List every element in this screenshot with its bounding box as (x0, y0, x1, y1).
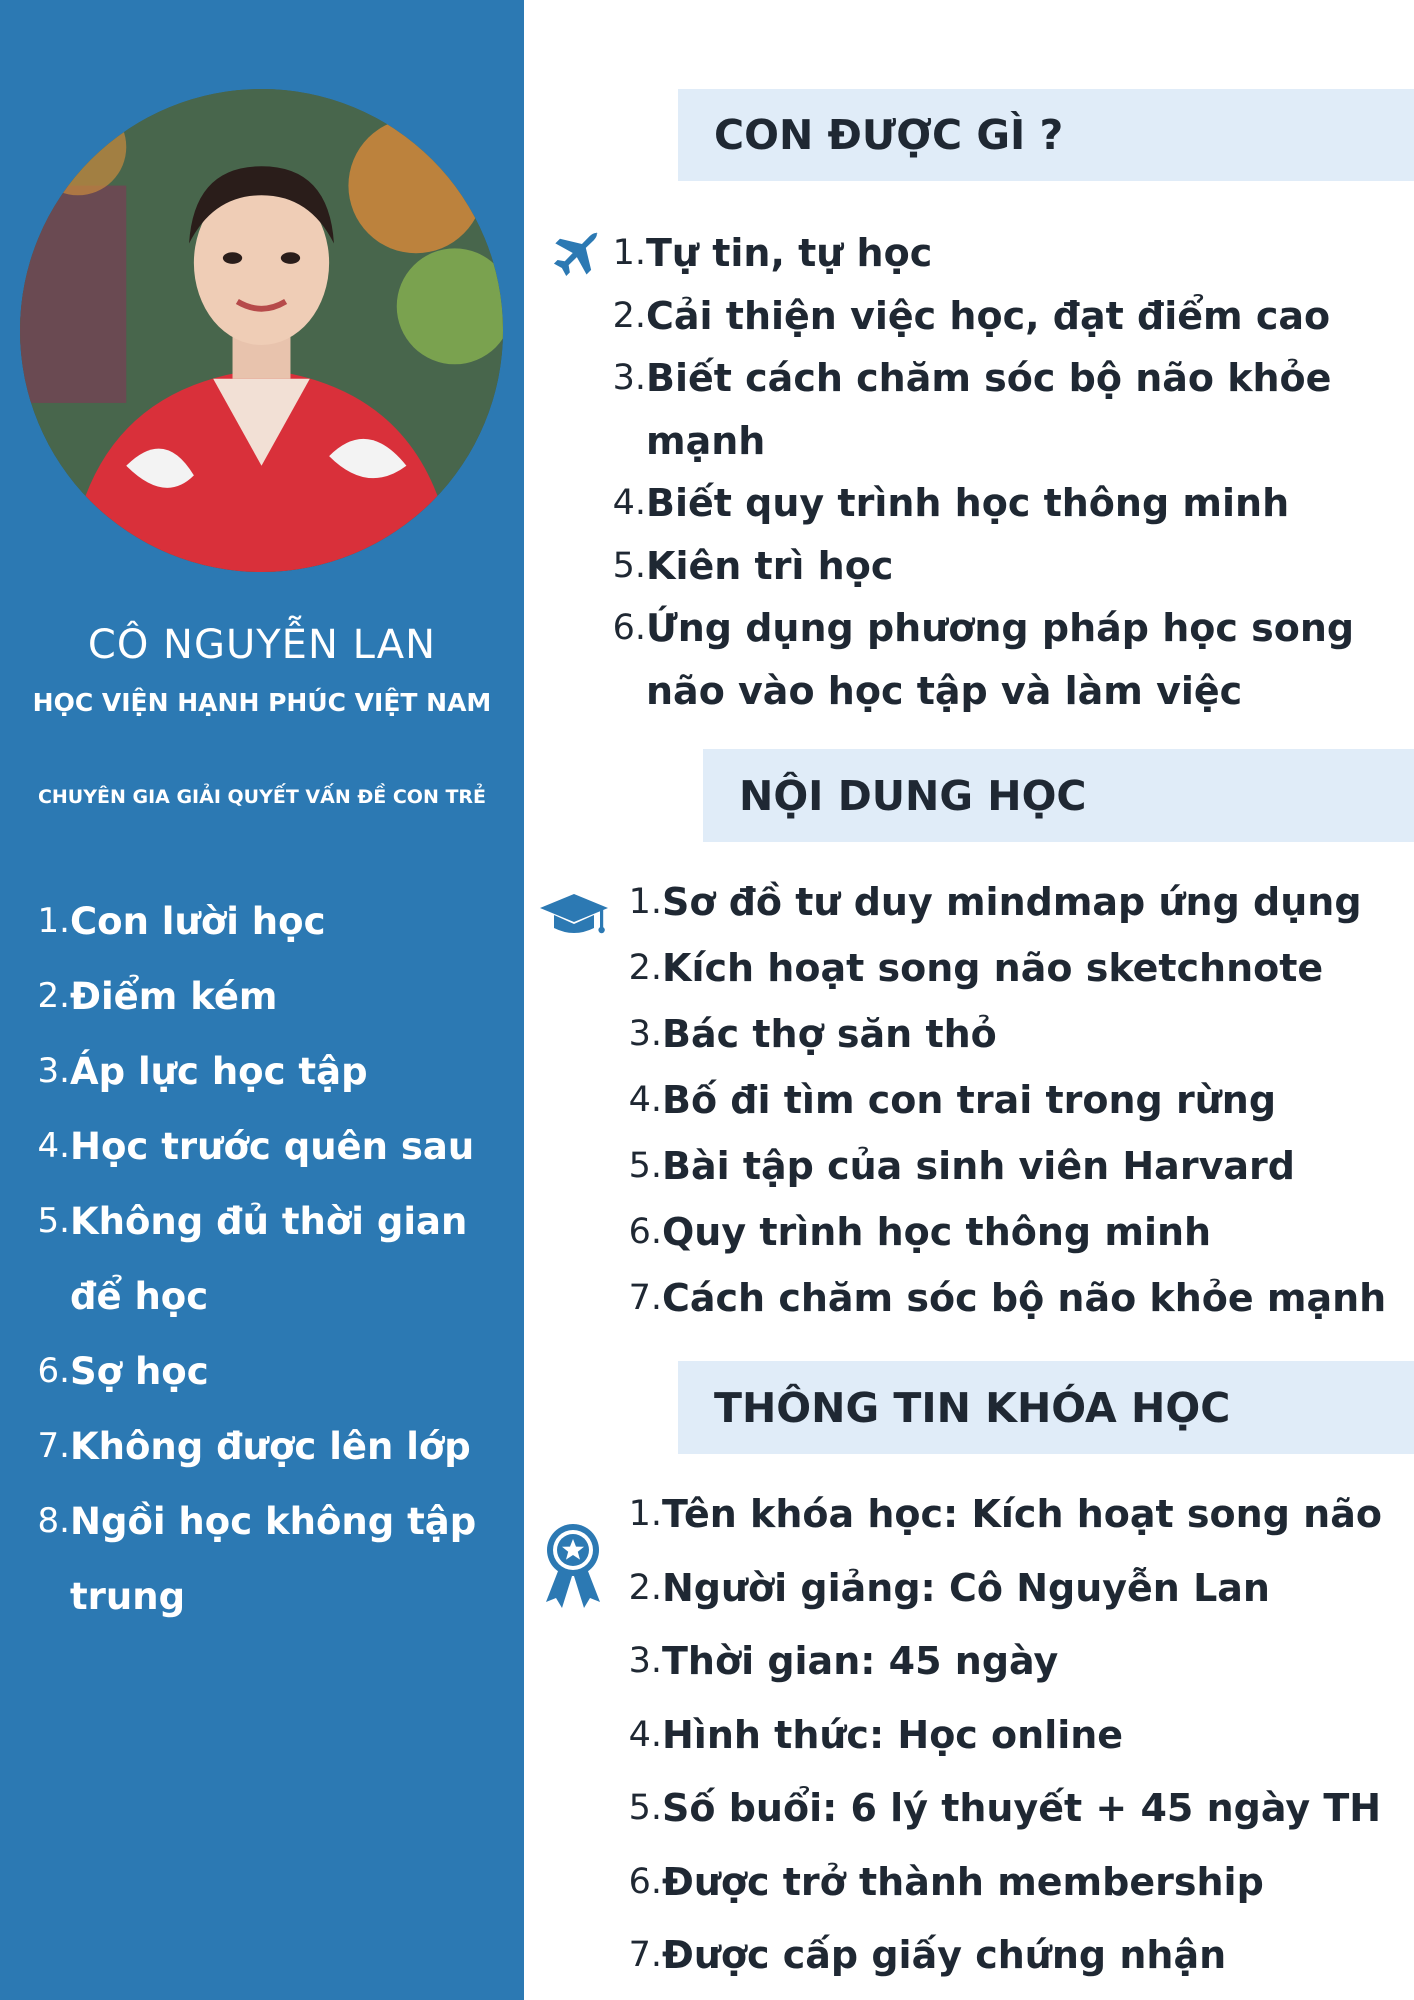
list-item: 8. Ngồi học không tập trung (37, 1500, 477, 1618)
list-item: 2. Điểm kém (37, 975, 278, 1018)
list-item: 5. Không đủ thời gian để học (37, 1200, 468, 1318)
problem-list (30, 884, 510, 1634)
award-ribbon-icon (542, 1522, 604, 1610)
list-item: 7. Được cấp giấy chứng nhận (628, 1933, 1227, 1977)
list-item: 5. Kiên trì học (612, 543, 894, 588)
list-item: 6. Ứng dụng phương pháp học song não vào học tập và làm việc (612, 606, 1355, 713)
list-item: 2. Kích hoạt song não sketchnote (628, 946, 1324, 990)
list-item: 1. Con lười học (37, 900, 326, 943)
list-item: 3. Thời gian: 45 ngày (628, 1639, 1059, 1683)
benefits-list (608, 222, 1398, 722)
content-heading: NỘI DUNG HỌC (703, 749, 1414, 842)
avatar (20, 89, 503, 572)
list-item: 3. Bác thợ săn thỏ (628, 1012, 997, 1056)
list-item: 4. Học trước quên sau (37, 1125, 475, 1168)
list-item: 6. Được trở thành membership (628, 1859, 1264, 1904)
portrait-photo (20, 89, 503, 572)
list-item: 4. Biết quy trình học thông minh (612, 481, 1290, 525)
list-item: 2. Cải thiện việc học, đạt điểm cao (612, 293, 1331, 338)
list-item: 5. Bài tập của sinh viên Harvard (628, 1144, 1295, 1188)
list-item: 3. Biết cách chăm sóc bộ não khỏe mạnh (612, 356, 1332, 463)
airplane-icon (544, 224, 602, 282)
list-item: 6. Quy trình học thông minh (628, 1210, 1212, 1254)
teacher-name: CÔ NGUYỄN LAN (87, 622, 437, 668)
list-item: 1. Tên khóa học: Kích hoạt song não (628, 1492, 1382, 1536)
course-info-heading: THÔNG TIN KHÓA HỌC (678, 1361, 1414, 1454)
list-item: 3. Áp lực học tập (37, 1050, 368, 1093)
graduation-cap-icon (538, 890, 610, 940)
list-item: 7. Không được lên lớp (37, 1425, 471, 1468)
list-item: 1. Sơ đồ tư duy mindmap ứng dụng (628, 880, 1362, 924)
list-item: 4. Hình thức: Học online (628, 1712, 1124, 1757)
list-item: 6. Sợ học (37, 1350, 209, 1393)
list-item: 7. Cách chăm sóc bộ não khỏe mạnh (628, 1276, 1387, 1320)
benefits-heading: CON ĐƯỢC GÌ ? (678, 89, 1414, 181)
content-list (624, 869, 1414, 1331)
sidebar (0, 0, 524, 2000)
list-item: 5. Số buổi: 6 lý thuyết + 45 ngày TH (628, 1786, 1382, 1830)
course-info-list (624, 1478, 1414, 1993)
list-item: 2. Người giảng: Cô Nguyễn Lan (628, 1565, 1270, 1610)
list-item: 1. Tự tin, tự học (612, 231, 933, 275)
list-item: 4. Bố đi tìm con trai trong rừng (628, 1078, 1277, 1122)
organization-name: HỌC VIỆN HẠNH PHÚC VIỆT NAM (32, 688, 492, 717)
expert-title: CHUYÊN GIA GIẢI QUYẾT VẤN ĐỀ CON TRẺ (37, 786, 487, 808)
